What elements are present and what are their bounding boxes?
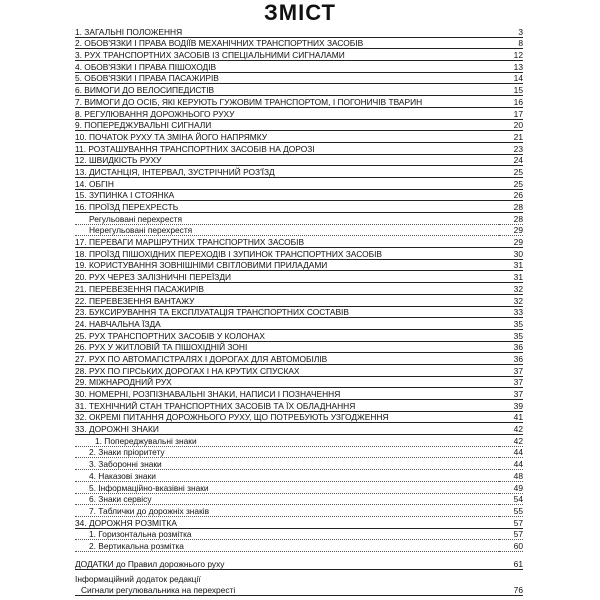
toc-entry	[75, 306, 523, 318]
toc-entry-page: 3	[499, 26, 523, 37]
toc-entry	[75, 224, 523, 236]
toc-entry-title: 25. РУХ ТРАНСПОРТНИХ ЗАСОБІВ У КОЛОНАХ	[75, 329, 499, 341]
toc-entry-page: 44	[499, 458, 523, 470]
toc-entry-title: 23. БУКСИРУВАННЯ ТА ЕКСПЛУАТАЦІЯ ТРАНСПОРТНИХ СОСТАВІВ	[75, 306, 499, 318]
toc-entry-title: ДОДАТКИ до Правил дорожнього руху	[75, 558, 499, 569]
toc-entry-title: 18. ПРОЇЗД ПІШОХІДНИХ ПЕРЕХОДІВ І ЗУПИНОК ТРАНСПОРТНИХ ЗАСОБІВ	[75, 248, 499, 260]
toc-entry	[75, 481, 523, 493]
toc-entry	[75, 493, 523, 505]
toc-entry	[75, 37, 523, 49]
toc-entry-page: 57	[499, 516, 523, 528]
toc-entry-page: 8	[499, 37, 523, 49]
toc-entry	[75, 435, 523, 447]
toc-entry-title: 1. Горизонтальна розмітка	[75, 528, 499, 540]
toc-entry-title: 12. ШВИДКІСТЬ РУХУ	[75, 154, 499, 166]
toc-entry-page: 35	[499, 318, 523, 330]
toc-entry-page: 29	[499, 236, 523, 248]
toc-entry-title: 4. Наказові знаки	[75, 470, 499, 482]
toc-entry-title: 10. ПОЧАТОК РУХУ ТА ЗМІНА ЙОГО НАПРЯМКУ	[75, 131, 499, 143]
toc-entry-page: 48	[499, 470, 523, 482]
toc-entry-page: 39	[499, 400, 523, 412]
toc-entry-title: 5. ОБОВ'ЯЗКИ І ПРАВА ПАСАЖИРІВ	[75, 72, 499, 84]
toc-entry	[75, 131, 523, 143]
toc-entry	[75, 142, 523, 154]
toc-entry	[75, 177, 523, 189]
toc-entry	[75, 376, 523, 388]
toc-entry-title: Регульовані перехрестя	[75, 213, 499, 225]
toc-entry	[75, 540, 523, 552]
toc-entry-title: 5. Інформаційно-вказівні знаки	[75, 481, 499, 493]
toc-entry-title: 26. РУХ У ЖИТЛОВІЙ ТА ПІШОХІДНІЙ ЗОНІ	[75, 341, 499, 353]
page-title: ЗМІСТ	[264, 0, 336, 25]
toc-entry	[75, 558, 523, 569]
toc-entry-title: 14. ОБГІН	[75, 177, 499, 189]
toc-entry-page: 41	[499, 411, 523, 423]
toc-entry	[75, 505, 523, 517]
toc-entry-page: 29	[499, 224, 523, 236]
toc-entry	[75, 248, 523, 260]
toc-entry-page: 17	[499, 107, 523, 119]
toc-entry	[75, 236, 523, 248]
toc-entry	[75, 49, 523, 61]
toc-entry	[75, 259, 523, 271]
toc-entry-page: 28	[499, 201, 523, 213]
toc-entry	[75, 271, 523, 283]
toc-entry-page: 55	[499, 505, 523, 517]
toc-entry-title: 21. ПЕРЕВЕЗЕННЯ ПАСАЖИРІВ	[75, 283, 499, 295]
toc-entry-title: 32. ОКРЕМІ ПИТАННЯ ДОРОЖНЬОГО РУХУ, ЩО ПОТРЕБУЮТЬ УЗГОДЖЕННЯ	[75, 411, 499, 423]
toc-entry-title: 1. Попереджувальні знаки	[75, 435, 499, 447]
toc-entry-title: 3. Заборонні знаки	[75, 458, 499, 470]
toc-entry	[75, 61, 523, 73]
toc-entry-page: 25	[499, 177, 523, 189]
toc-entry-page: 32	[499, 283, 523, 295]
toc-entry	[75, 201, 523, 213]
toc-entry-page: 31	[499, 259, 523, 271]
toc-entry-title: 33. ДОРОЖНІ ЗНАКИ	[75, 423, 499, 435]
toc-entry-title: 2. Знаки пріоритету	[75, 446, 499, 458]
toc-entry-page: 35	[499, 329, 523, 341]
toc-entry	[75, 470, 523, 482]
toc-entry-page: 21	[499, 131, 523, 143]
toc-entry-page: 49	[499, 481, 523, 493]
toc-entry-title: 15. ЗУПИНКА І СТОЯНКА	[75, 189, 499, 201]
toc-entry-page: 54	[499, 493, 523, 505]
toc-entry-title: 3. РУХ ТРАНСПОРТНИХ ЗАСОБІВ ІЗ СПЕЦІАЛЬНИМИ СИГНАЛАМИ	[75, 49, 499, 61]
appendix-item-text: Сигнали регулювальника на перехресті	[81, 584, 236, 595]
toc-entry-title: 16. ПРОЇЗД ПЕРЕХРЕСТЬ	[75, 201, 499, 213]
toc-entry	[75, 96, 523, 108]
toc-entry-page: 42	[499, 423, 523, 435]
toc-entry-page: 60	[499, 540, 523, 552]
toc-entry-page: 36	[499, 341, 523, 353]
toc-entry	[75, 364, 523, 376]
toc-entry	[75, 329, 523, 341]
toc-entry-title: 7. ВИМОГИ ДО ОСІБ, ЯКІ КЕРУЮТЬ ГУЖОВИМ ТРАНСПОРТОМ, І ПОГОНИЧІВ ТВАРИН	[75, 96, 499, 108]
toc-entry	[75, 84, 523, 96]
toc-entry-page: 20	[499, 119, 523, 131]
appendix-item-row	[75, 585, 523, 597]
appendix-section	[75, 574, 523, 596]
toc-entry-title: 4. ОБОВ'ЯЗКИ І ПРАВА ПІШОХОДІВ	[75, 61, 499, 73]
toc-entry-page: 37	[499, 388, 523, 400]
table-of-contents	[75, 26, 523, 570]
toc-entry-page: 32	[499, 294, 523, 306]
toc-entry	[75, 154, 523, 166]
toc-entry-title: 31. ТЕХНІЧНИЙ СТАН ТРАНСПОРТНИХ ЗАСОБІВ ТА ЇХ ОБЛАДНАННЯ	[75, 400, 499, 412]
toc-entry-page: 25	[499, 166, 523, 178]
toc-entry-title: 13. ДИСТАНЦІЯ, ІНТЕРВАЛ, ЗУСТРІЧНИЙ РОЗ'ЇЗД	[75, 166, 499, 178]
toc-entry-page: 61	[499, 558, 523, 569]
toc-entry-title: 19. КОРИСТУВАННЯ ЗОВНІШНІМИ СВІТЛОВИМИ ПРИЛАДАМИ	[75, 259, 499, 271]
toc-entry	[75, 446, 523, 458]
toc-entry-title: 27. РУХ ПО АВТОМАГІСТРАЛЯХ І ДОРОГАХ ДЛЯ АВТОМОБІЛІВ	[75, 353, 499, 365]
toc-entry-page: 36	[499, 353, 523, 365]
toc-entry-page: 14	[499, 72, 523, 84]
toc-entry-page: 37	[499, 376, 523, 388]
toc-entry	[75, 119, 523, 131]
toc-entry-title: 34. ДОРОЖНЯ РОЗМІТКА	[75, 516, 499, 528]
toc-entry-page: 42	[499, 435, 523, 447]
toc-entry-title: 6. ВИМОГИ ДО ВЕЛОСИПЕДИСТІВ	[75, 84, 499, 96]
appendix-heading: Інформаційний додаток редакції	[75, 574, 201, 584]
toc-entry	[75, 189, 523, 201]
toc-entry	[75, 166, 523, 178]
toc-entry-title: 30. НОМЕРНІ, РОЗПІЗНАВАЛЬНІ ЗНАКИ, НАПИСИ І ПОЗНАЧЕННЯ	[75, 388, 499, 400]
toc-entry-page: 24	[499, 154, 523, 166]
toc-entry-page: 30	[499, 248, 523, 260]
toc-entry-title: 17. ПЕРЕВАГИ МАРШРУТНИХ ТРАНСПОРТНИХ ЗАСОБІВ	[75, 236, 499, 248]
appendix-heading-row	[75, 574, 523, 585]
toc-entry-page: 26	[499, 189, 523, 201]
toc-entry	[75, 107, 523, 119]
appendix-item-page: 76	[513, 584, 523, 595]
toc-entry-title: 20. РУХ ЧЕРЕЗ ЗАЛІЗНИЧНІ ПЕРЕЇЗДИ	[75, 271, 499, 283]
toc-entry-page: 33	[499, 306, 523, 318]
toc-entry-page: 37	[499, 364, 523, 376]
toc-entry	[75, 72, 523, 84]
toc-entry-page: 57	[499, 528, 523, 540]
toc-entry-title: 7. Таблички до дорожніх знаків	[75, 505, 499, 517]
toc-entry	[75, 411, 523, 423]
toc-entry	[75, 400, 523, 412]
toc-entry-title: 29. МІЖНАРОДНИЙ РУХ	[75, 376, 499, 388]
toc-entry	[75, 353, 523, 365]
toc-entry-page: 28	[499, 213, 523, 225]
toc-entry	[75, 26, 523, 37]
toc-entry-page: 13	[499, 61, 523, 73]
toc-entry-title: 11. РОЗТАШУВАННЯ ТРАНСПОРТНИХ ЗАСОБІВ НА ДОРОЗІ	[75, 142, 499, 154]
toc-entry-title: 24. НАВЧАЛЬНА ЇЗДА	[75, 318, 499, 330]
toc-entry-title: Нерегульовані перехрестя	[75, 224, 499, 236]
toc-entry-title: 1. ЗАГАЛЬНІ ПОЛОЖЕННЯ	[75, 26, 499, 37]
toc-entry	[75, 283, 523, 295]
toc-entry-title: 6. Знаки сервісу	[75, 493, 499, 505]
toc-entry-page: 44	[499, 446, 523, 458]
toc-entry-title: 22. ПЕРЕВЕЗЕННЯ ВАНТАЖУ	[75, 294, 499, 306]
toc-entry	[75, 318, 523, 330]
toc-entry	[75, 294, 523, 306]
toc-entry	[75, 388, 523, 400]
toc-entry-title: 9. ПОПЕРЕДЖУВАЛЬНІ СИГНАЛИ	[75, 119, 499, 131]
toc-entry	[75, 423, 523, 435]
toc-entry-page: 23	[499, 142, 523, 154]
toc-entry	[75, 516, 523, 528]
toc-entry-title: 2. Вертикальна розмітка	[75, 540, 499, 552]
toc-entry-page: 15	[499, 84, 523, 96]
toc-entry	[75, 458, 523, 470]
toc-entry	[75, 213, 523, 225]
toc-body	[75, 26, 523, 569]
toc-entry-title: 8. РЕГУЛЮВАННЯ ДОРОЖНЬОГО РУХУ	[75, 107, 499, 119]
toc-entry-title: 2. ОБОВ'ЯЗКИ І ПРАВА ВОДІЇВ МЕХАНІЧНИХ ТРАНСПОРТНИХ ЗАСОБІВ	[75, 37, 499, 49]
toc-entry-page: 12	[499, 49, 523, 61]
toc-entry-page: 31	[499, 271, 523, 283]
toc-entry	[75, 528, 523, 540]
toc-entry	[75, 341, 523, 353]
toc-entry-page: 16	[499, 96, 523, 108]
toc-entry-title: 28. РУХ ПО ГІРСЬКИХ ДОРОГАХ І НА КРУТИХ СПУСКАХ	[75, 364, 499, 376]
